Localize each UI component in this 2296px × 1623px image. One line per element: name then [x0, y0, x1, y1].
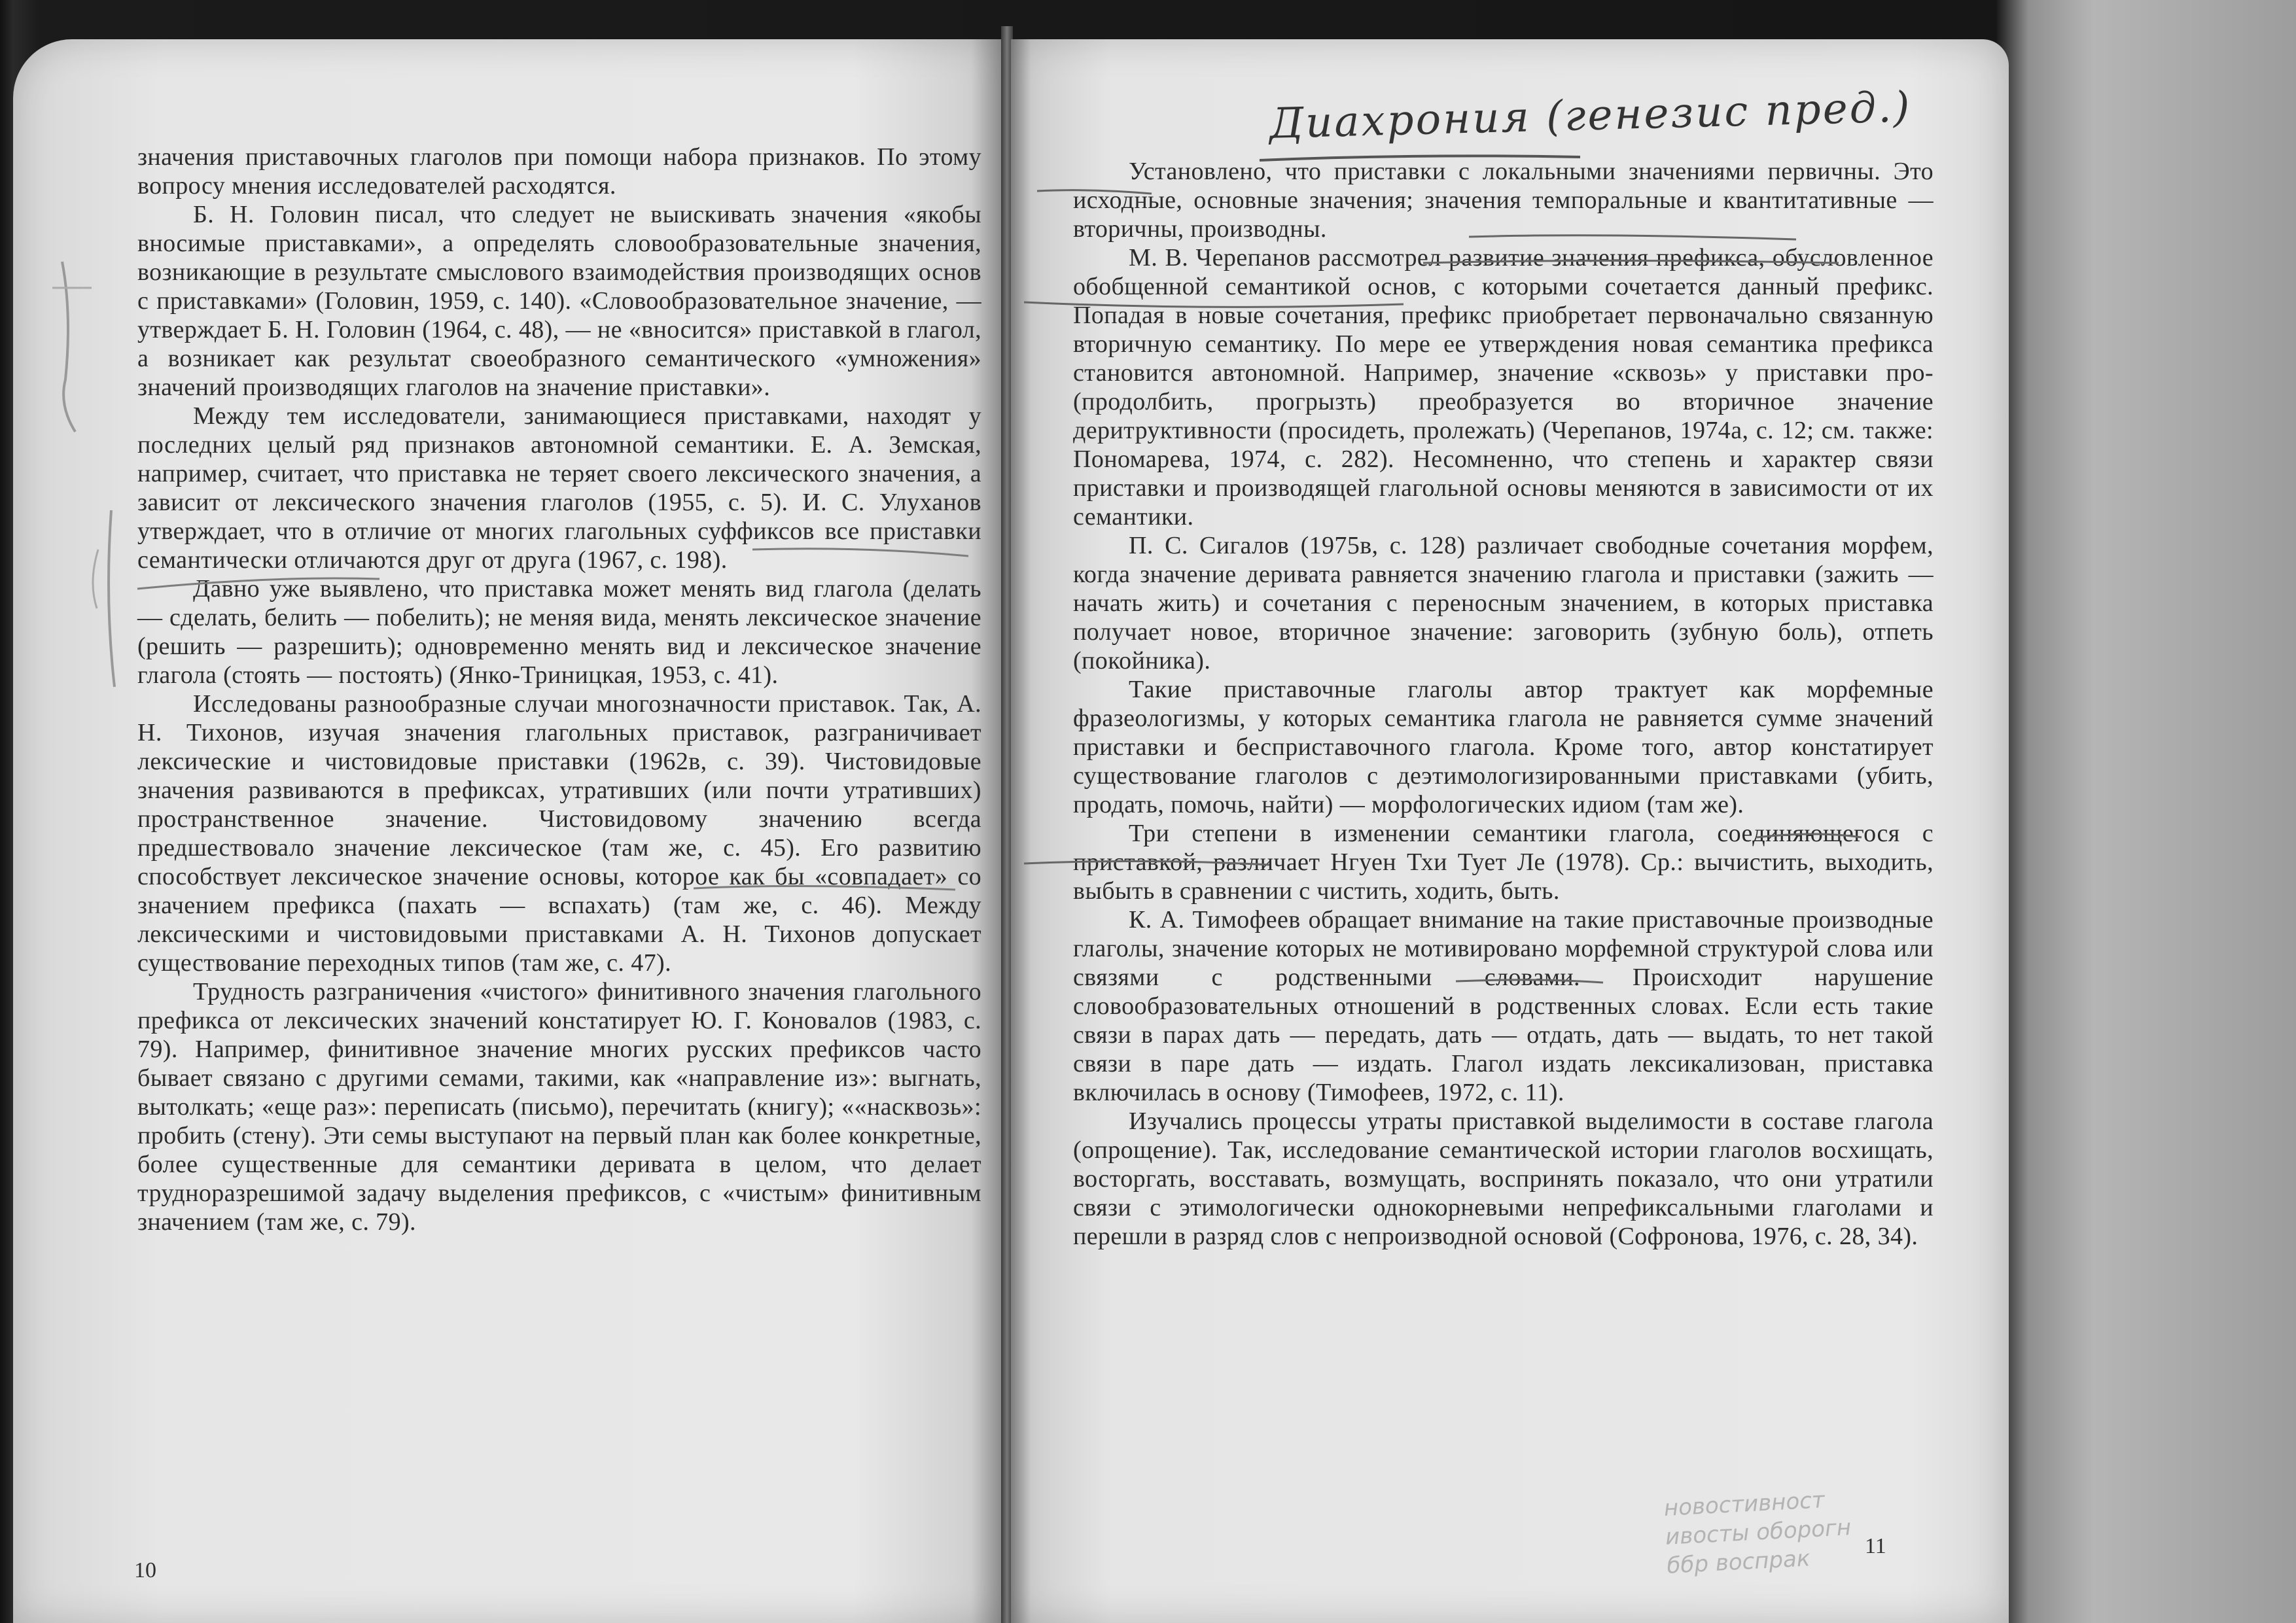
paragraph: Такие приставочные глаголы автор трактует как морфемные фразеологизмы, у которых семантика глагола не равняется сумме значений приставки и бесприставочного глагола. Кроме того, автор констатирует существование глаголов с деэтимологизированными приставками (убить, продать, помочь, найти) — морфологических идиом (там же).	[1073, 676, 1934, 818]
paragraph: Давно уже выявлено, что приставка может менять вид глагола (делать — сделать, белить — побелить); не меняя вида, менять лексическое значение (решить — разрешить); одновременно менять вид и лексическое значение глагола (стоять — постоять) (Янко-Триницкая, 1953, с. 41).	[137, 575, 981, 689]
right-page	[1011, 39, 2009, 1623]
page-number: 11	[1865, 1534, 1886, 1558]
paragraph: Изучались процессы утраты приставкой выделимости в составе глагола (опрощение). Так, исследование семантической истории глаголов восхищать, восторгать, восставать, возмущать, воспринять показало, что они утратили связи с этимологически однокорневыми непрефиксальными глаголами и перешли в разряд слов с непроизводной основой (Софронова, 1976, с. 28, 34).	[1073, 1108, 1934, 1250]
paragraph: Установлено, что приставки с локальными значениями первичны. Это исходные, основные значения; значения темпоральные и квантитативные — вторичны, производны.	[1073, 158, 1934, 243]
paragraph: К. А. Тимофеев обращает внимание на такие приставочные производные глаголы, значение которых не мотивировано морфемной структурой слова или связями с родственными словами. Происходит нарушение словообразовательных отношений в родственных словах. Если есть такие связи в парах дать — передать, дать — отдать, дать — выдать, то нет такой связи в паре дать — издать. Глагол издать лексикализован, приставка включилась в основу (Тимофеев, 1972, с. 11).	[1073, 906, 1934, 1106]
left-page-text	[137, 143, 981, 1236]
paragraph: Б. Н. Головин писал, что следует не выискивать значения «якобы вносимые приставками», а определять словообразовательные значения, возникающие в результате смыслового взаимодействия производящих основ с приставками» (Головин, 1959, с. 140). «Словообразовательное значение, — утверждает Б. Н. Головин (1964, с. 48), — не «вносится» приставкой в глагол, а возникает как результат своеобразного семантического «умножения» значений производящих глаголов на значение приставки».	[137, 201, 981, 401]
right-page-text	[1073, 157, 1934, 1251]
faint-pencil-note: новостивност ивосты оборогн ббр воспрак	[1663, 1487, 1852, 1579]
paragraph: Исследованы разнообразные случаи многозначности приставок. Так, А. Н. Тихонов, изучая значения глагольных приставок, разграничивает лексические и чистовидовые приставки (1962в, с. 39). Чистовидовые значения развиваются в префиксах, утративших (или почти утративших) пространственное значение. Чистовидовому значению всегда предшествовало значение лексическое (там же, с. 45). Его развитию способствует лексическое значение основы, которое как бы «совпадает» со значением префикса (пахать — вспахать) (там же, с. 46). Между лексическими и чистовидовыми приставками А. Н. Тихонов допускает существование переходных типов (там же, с. 47).	[137, 690, 981, 977]
paragraph: М. В. Черепанов рассмотрел развитие значения префикса, обусловленное обобщенной семантикой основ, с которыми сочетается данный префикс. Попадая в новые сочетания, префикс приобретает первоначально связанную вторичную семантику. По мере ее утверждения новая семантика префикса становится автономной. Например, значение «сквозь» у приставки про- (продолбить, прогрызть) преобразуется во вторичное значение деритруктивности (просидеть, пролежать) (Черепанов, 1974а, с. 12; см. также: Пономарева, 1974, с. 282). Несомненно, что степень и характер связи приставки и производящей глагольной основы меняются в зависимости от их семантики.	[1073, 244, 1934, 531]
paragraph: Трудность разграничения «чистого» финитивного значения глагольного префикса от лексических значений констатирует Ю. Г. Коновалов (1983, с. 79). Например, финитивное значение многих русских префиксов часто бывает связано с другими семами, такими, как «направление из»: выгнать, вытолкать; «еще раз»: переписать (письмо), перечитать (книгу); ««насквозь»: пробить (стену). Эти семы выступают на первый план как более конкретные, более существенные для семантики деривата в целом, что делает трудноразрешимой задачу выделения префиксов, с «чистым» финитивным значением (там же, с. 79).	[137, 978, 981, 1236]
paragraph: Три степени в изменении семантики глагола, соединяющегося с приставкой, различает Нгуен Тхи Тует Ле (1978). Ср.: вычистить, выходить, выбыть в сравнении с чистить, ходить, быть.	[1073, 820, 1934, 905]
paragraph: значения приставочных глаголов при помощи набора признаков. По этому вопросу мнения исследователей расходятся.	[137, 143, 981, 200]
page-number: 10	[134, 1558, 156, 1582]
handwritten-heading: Диахрония (генезис пред.)	[1269, 83, 1913, 148]
paragraph: П. С. Сигалов (1975в, с. 128) различает свободные сочетания морфем, когда значение деривата равняется значению глагола и приставки (зажить — начать жить) и сочетания с переносным значением, в которых приставка получает новое, вторичное значение: заговорить (зубную боль), отпеть (покойника).	[1073, 532, 1934, 674]
paragraph: Между тем исследователи, занимающиеся приставками, находят у последних целый ряд признаков автономной семантики. Е. А. Земская, например, считает, что приставка не теряет своего лексического значения, а зависит от лексического значения глаголов (1955, с. 5). И. С. Улуханов утверждает, что в отличие от многих глагольных суффиксов все приставки семантически отличаются друг от друга (1967, с. 198).	[137, 402, 981, 574]
left-page	[13, 39, 1001, 1623]
